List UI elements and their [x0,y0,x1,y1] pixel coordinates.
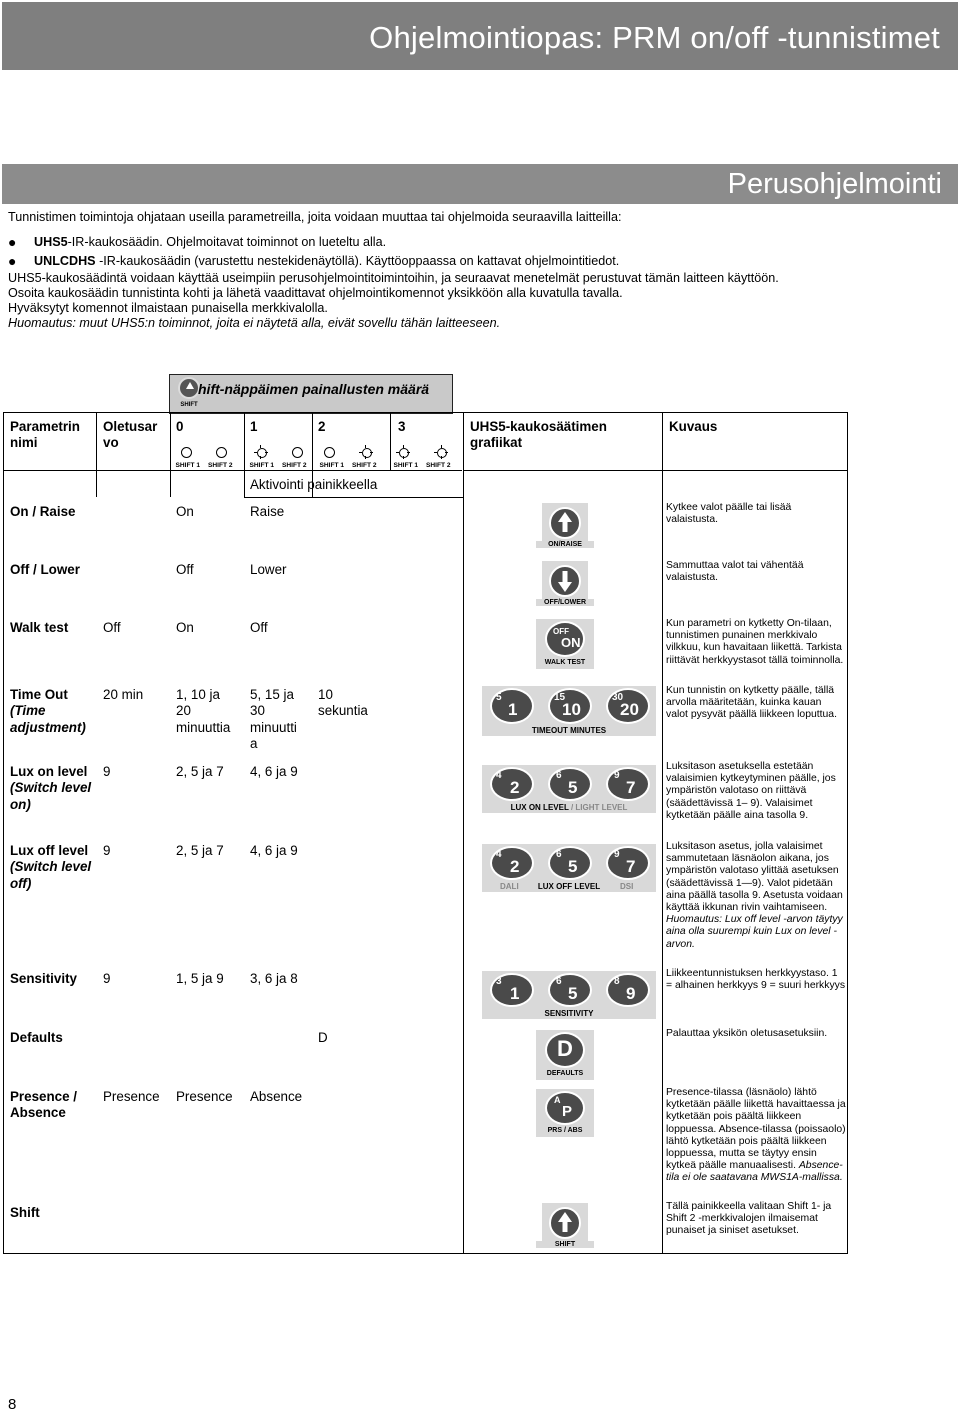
led-off-icon [324,447,335,458]
activation-label: Aktivointi painikkeella [250,477,378,492]
bullet-text: -IR-kaukosäädin (varustettu nestekidenäytöllä). Käyttöoppaassa on kattavat ohjelmointitiedot. [95,254,620,269]
button-main-digit: 10 [562,700,581,719]
header-graphics: UHS5-kaukosäätimen grafiikat [470,419,607,451]
led-on-icon [396,445,410,459]
shift-button-graphic [536,1203,594,1251]
row-off-lower-desc: Sammuttaa valot tai vähentää valaistusta. [666,560,804,584]
button-label-right: DSI [620,882,634,891]
led-pair-2 [316,445,380,469]
shift-icon-text: SHIFT [180,402,198,408]
button-label: SENSITIVITY [544,1009,594,1018]
button-top-digit: 9 [614,770,620,781]
button-main-digit: 7 [626,857,636,876]
row-time-out-default: 20 min [103,687,144,702]
header-default: Oletusar vo [103,419,158,451]
bullet-bold: UHS5 [34,235,68,250]
row-presence-default: Presence [103,1089,160,1104]
row-lux-on-default: 9 [103,764,111,779]
intro-line: Hyväksytyt komennot ilmaistaan punaisella merkkivalolla. [8,301,328,316]
led-pair-3 [390,445,454,469]
on-raise-button-graphic [536,503,594,551]
button-top-letter: A [554,1095,561,1105]
button-main-digit: 5 [568,984,578,1003]
row-sensitivity-desc: Liikkeentunnistuksen herkkyystaso. 1 = alhainen herkkyys 9 = suuri herkkyys [666,968,846,992]
row-lux-off-default: 9 [103,843,111,858]
button-top-digit: 8 [614,976,620,987]
intro-line: Osoita kaukosäädin tunnistinta kohti ja lähetä vaadittavat ohjelmointikomennot yksikköön alla kuvatulla tavalla. [8,285,623,300]
programming-table [3,412,848,1254]
param-name: Time Out [10,687,68,702]
bullet-icon: ● [8,234,17,251]
intro-text [8,210,948,331]
led-label: SHIFT 2 [282,462,307,469]
button-top-digit: 6 [556,770,562,781]
time-out-button-graphic [482,686,656,736]
button-main-text: P [562,1103,573,1120]
bullet-icon: ● [8,253,17,270]
button-top-digit: 4 [496,849,502,860]
row-lux-off-name [10,843,96,892]
row-walk-test-default: Off [103,620,121,635]
row-sensitivity-v0: 1, 5 ja 9 [176,971,224,986]
row-lux-on-v0: 2, 5 ja 7 [176,764,224,779]
button-label: DEFAULTS [546,1070,584,1077]
header-col-3: 3 [398,419,406,434]
led-indicator-row [172,445,454,469]
row-off-lower-value: Lower [250,562,287,577]
button-main-digit: 2 [510,778,520,797]
row-sensitivity-default: 9 [103,971,111,986]
led-label: SHIFT 1 [175,462,200,469]
bullet-bold: UNLCDHS [34,254,96,269]
led-off-icon [292,447,303,458]
lux-on-button-graphic [482,765,656,813]
param-subname: (Switch level off) [10,859,92,891]
button-label: LUX OFF LEVEL [537,882,601,891]
led-label: SHIFT 2 [208,462,233,469]
section-title: Perusohjelmointi [727,168,942,200]
row-walk-test-v0: On [176,620,194,635]
bullet-text: -IR-kaukosäädin. Ohjelmoitavat toiminnot on lueteltu alla. [67,235,387,250]
row-off-lower-name: Off / Lower [10,562,80,577]
row-walk-test-v1: Off [250,620,268,635]
row-walk-test-name: Walk test [10,620,69,635]
row-lux-off-desc [666,841,846,951]
button-top-digit: 5 [496,692,502,703]
row-on-raise-desc: Kytkee valot päälle tai lisää valaistusta. [666,502,792,526]
desc-text: Luksitason asetus, jolla valaisimet sammutetaan läsnäolon aikana, jos ympäristön valotaso ylittää asetuksen (säädettävissä 1—9). Valot pidetään aina päällä tasolla 9. Asetusta voidaan käyttää ikkunan rivin vaihtamiseen. [666,841,843,914]
button-main-digit: 2 [510,857,520,876]
row-off-lower-default: Off [176,562,194,577]
led-pair-1 [246,445,310,469]
row-on-raise-default: On [176,504,194,519]
button-label: OFF/LOWER [536,599,594,606]
button-top-digit: 4 [496,770,502,781]
button-label: ON/RAISE [536,541,594,548]
button-main-digit: 9 [626,984,636,1003]
button-label: SHIFT [536,1241,594,1248]
off-lower-button-graphic [536,561,594,609]
bullet-item [8,254,948,269]
walk-test-button-graphic [536,619,594,669]
intro-note: Huomautus: muut UHS5:n toiminnot, joita ei näytetä alla, eivät sovellu tähän laitteeseen. [8,316,501,331]
led-label: SHIFT 1 [319,462,344,469]
row-presence-name: Presence / Absence [10,1089,77,1121]
button-top-digit: 3 [496,976,502,987]
defaults-button-graphic [536,1030,594,1080]
button-label: TIMEOUT MINUTES [531,726,607,735]
desc-note: Absence-tila ei ole saatavana MWS1A-mallissa. [666,1160,843,1184]
header-param-name: Parametrin nimi [10,419,80,451]
sensitivity-button-graphic [482,971,656,1019]
row-time-out-v2: 10 sekuntia [318,687,368,719]
row-presence-v1: Absence [250,1089,303,1104]
button-main-digit: 1 [510,984,520,1003]
param-name: Lux on level [10,764,88,779]
shift-press-count-header [169,374,453,414]
button-main-digit: 20 [620,700,639,719]
row-on-raise-name: On / Raise [10,504,76,519]
button-main-digit: 7 [626,778,636,797]
button-top-digit: 30 [612,692,624,703]
button-top-digit: 6 [556,976,562,987]
shift-box-label: hift-näppäimen painallusten määrä [198,381,430,397]
page-number: 8 [8,1396,17,1413]
param-subname: (Time adjustment) [10,703,86,735]
bullet-item [8,235,948,250]
header-description: Kuvaus [669,419,718,434]
button-top-digit: 9 [614,849,620,860]
led-on-icon [359,445,373,459]
led-label: SHIFT 1 [249,462,274,469]
button-label [482,803,656,812]
button-main-text: D [557,1036,573,1061]
button-main-digit: 5 [568,857,578,876]
row-lux-off-v1: 4, 6 ja 9 [250,843,298,858]
led-off-icon [216,447,227,458]
led-off-icon [181,447,192,458]
row-lux-off-v0: 2, 5 ja 7 [176,843,224,858]
led-on-icon [254,445,268,459]
row-time-out-name [10,687,96,736]
desc-text: Presence-tilassa (läsnäolo) lähtö kytketään päälle liikettä havaittaessa ja kytketään pois päältä liikkeen loppuessa. Absence-tilassa (poissaolo) lähtö kytketään pois päältä liikkeen loppuessa, mutta se täytyy ensin kytkeä päälle manuaalisesti. [666,1087,846,1172]
header-band [2,2,958,70]
led-on-icon [434,445,448,459]
row-lux-on-name [10,764,96,813]
row-time-out-v1: 5, 15 ja 30 minuutti a [250,687,297,752]
row-defaults-v2: D [318,1030,328,1045]
row-time-out-desc: Kun tunnistin on kytketty päälle, tällä arvolla määritetään, kuinka kauan valot pysyvät päällä liikkeen loputtua. [666,685,837,721]
header-col-0: 0 [176,419,184,434]
row-time-out-v0: 1, 10 ja 20 minuuttia [176,687,231,735]
button-main-digit: 5 [568,778,578,797]
row-on-raise-value: Raise [250,504,285,519]
led-pair-0 [172,445,236,469]
row-lux-on-desc: Luksitason asetuksella estetään valaisimien kytkeytyminen päälle, jos ympäristön valotaso on riittävä (säädettävissä 1– 9). Valaisimet kytketään päälle aina tasolla 9. [666,761,836,821]
desc-note: Huomautus: Lux off level -arvon täytyy aina olla suurempi kuin Lux on level -arvon. [666,914,843,950]
led-label: SHIFT 2 [352,462,377,469]
button-label-left: DALI [500,882,519,891]
row-lux-on-v1: 4, 6 ja 9 [250,764,298,779]
led-label: SHIFT 1 [393,462,418,469]
row-defaults-name: Defaults [10,1030,63,1045]
presence-button-graphic [536,1089,594,1137]
button-top-digit: OFF [553,627,569,636]
intro-line: Tunnistimen toimintoja ohjataan useilla parametreilla, joita voidaan muuttaa tai ohjelmoida seuraavilla laitteilla: [8,210,622,224]
button-label: WALK TEST [544,659,586,666]
header-col-2: 2 [318,419,326,434]
row-presence-desc [666,1087,846,1185]
button-label: PRS / ABS [547,1127,583,1134]
row-defaults-desc: Palauttaa yksikön oletusasetuksiin. [666,1028,828,1039]
row-shift-name: Shift [10,1205,40,1220]
button-label-secondary: / LIGHT LEVEL [570,803,628,812]
row-sensitivity-name: Sensitivity [10,971,77,986]
button-top-digit: 15 [554,692,566,703]
row-presence-v0: Presence [176,1089,233,1104]
param-subname: (Switch level on) [10,780,92,812]
row-sensitivity-v1: 3, 6 ja 8 [250,971,298,986]
section-band [2,164,958,204]
led-label: SHIFT 2 [426,462,451,469]
button-main-text: ON [561,635,581,650]
button-main-digit: 1 [508,700,518,719]
button-top-digit: 6 [556,849,562,860]
intro-line: UHS5-kaukosäädintä voidaan käyttää useimpiin perusohjelmointitoimintoihin, ja seuraavat menetelmät perustuvat tämän laitteen käyttöön. [8,270,779,285]
row-walk-test-desc: Kun parametri on kytketty On-tilaan, tunnistimen punainen merkkivalo vilkkuu, kun havaitaan liikettä. Tarkista riittävät herkkyystasot tällä toiminnolla. [666,618,844,666]
param-name: Lux off level [10,843,89,858]
page-title: Ohjelmointiopas: PRM on/off -tunnistimet [369,20,940,55]
row-shift-desc: Tällä painikkeella valitaan Shift 1- ja Shift 2 -merkkivalojen ilmaisemat punaiset ja siniset asetukset. [666,1201,832,1237]
lux-off-button-graphic [482,844,656,892]
button-label-primary: LUX ON LEVEL [510,803,569,812]
header-col-1: 1 [250,419,258,434]
